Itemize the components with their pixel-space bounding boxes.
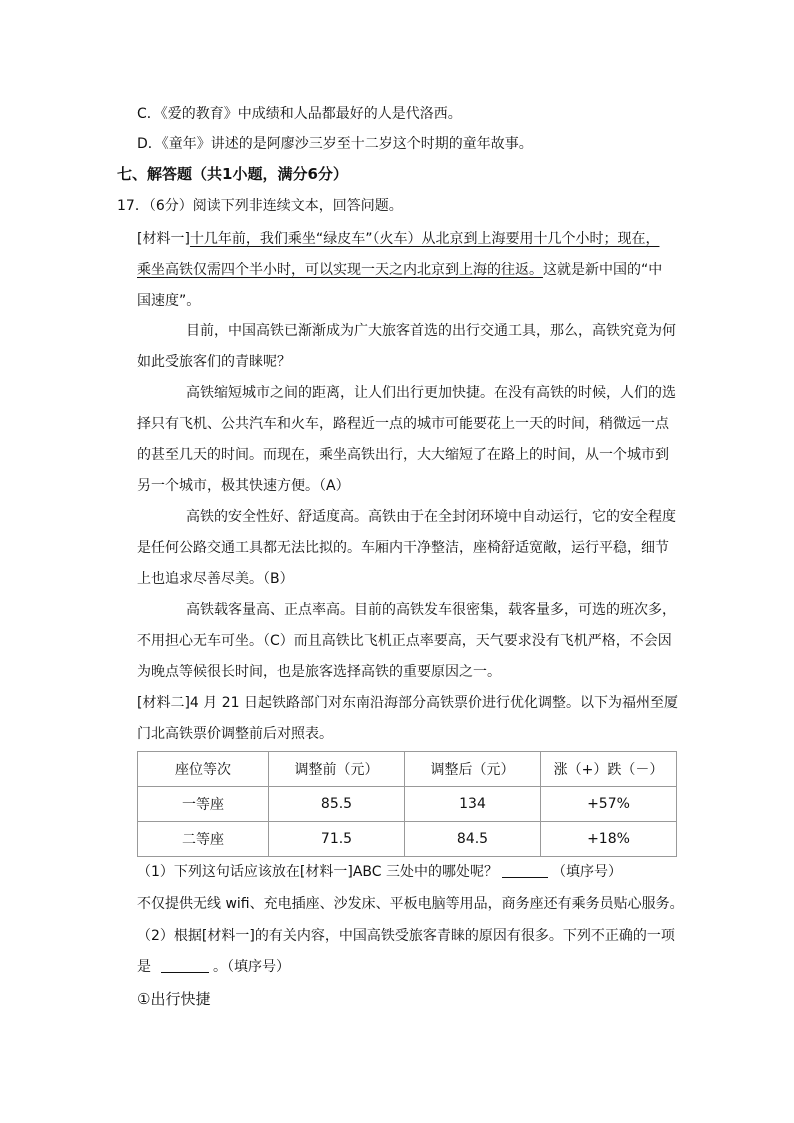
fare-comparison-table [137,751,677,857]
material1-third-line: 国速度”。 [137,293,201,309]
material1-underlined-line-2: 乘坐高铁仅需四个半小时，可以实现一天之内北京到上海的往返。 [137,262,543,278]
table-cell: +18% [541,822,677,857]
subquestion-1-sentence: 不仅提供无线 wifi、充电插座、沙发床、平板电脑等用品，商务座还有乘务员贴心服务。 [137,896,684,912]
subquestion-2-prefix: 是 [137,959,151,975]
table-row [138,822,677,857]
subquestion-2-instruction: 。（填序号） [213,959,290,975]
answer-blank-2[interactable] [161,958,209,973]
paragraph-line: 目前，中国高铁已渐渐成为广大旅客首选的出行交通工具，那么，高铁究竟为何 [186,323,676,339]
table-header-cell: 座位等次 [138,752,269,787]
question-stem: 17．（6分）阅读下列非连续文本，回答问题。 [117,198,403,214]
material1-first-line [137,229,659,249]
table-cell: 84.5 [405,822,541,857]
paragraph-line: 高铁载客量高、正点率高。目前的高铁发车很密集，载客量多，可选的班次多， [186,602,676,618]
paragraph-line: 不用担心无车可坐。（C）而且高铁比飞机正点率要高，天气要求没有飞机严格，不会因 [137,633,672,649]
material1-line-2-tail: 这就是新中国的“中 [543,262,663,278]
material1-underlined-line-1: 十几年前，我们乘坐“绿皮车”（火车）从北京到上海要用十几个小时；现在， [189,231,660,247]
table-header-cell: 调整后（元） [405,752,541,787]
table-cell: +57% [541,787,677,822]
paragraph-line: 如此受旅客们的青睐呢？ [137,354,291,370]
paragraph-line: 高铁缩短城市之间的距离，让人们出行更加快捷。在没有高铁的时候，人们的选 [186,385,676,401]
paragraph-line: 另一个城市，极其快速方便。（A） [137,478,350,494]
material1-second-line [137,260,662,280]
table-cell: 134 [405,787,541,822]
option-c: C．《爱的教育》中成绩和人品都最好的人是代洛西。 [137,106,462,122]
material2-line: 门北高铁票价调整前后对照表。 [137,726,333,742]
answer-blank-1[interactable] [502,863,548,878]
table-cell: 二等座 [138,822,269,857]
choice-1: ①出行快捷 [137,990,211,1008]
table-header-row [138,752,677,787]
table-cell: 一等座 [138,787,269,822]
material1-tag: [材料一] [137,231,190,247]
section-heading: 七、解答题（共1小题，满分6分） [117,165,348,183]
subquestion-1-text: （1）下列这句话应该放在[材料一]ABC 三处中的哪处呢？ [137,864,498,880]
paragraph-line: 高铁的安全性好、舒适度高。高铁由于在全封闭环境中自动运行，它的安全程度 [186,509,676,525]
option-d: D．《童年》讲述的是阿廖沙三岁至十二岁这个时期的童年故事。 [137,136,533,152]
subquestion-2-answer-line [137,957,290,977]
paragraph-line: 是任何公路交通工具都无法比拟的。车厢内干净整洁，座椅舒适宽敞，运行平稳，细节 [137,540,669,556]
paragraph-line: 择只有飞机、公共汽车和火车，路程近一点的城市可能要花上一天的时间，稍微远一点 [137,416,669,432]
paragraph-line: 上也追求尽善尽美。（B） [137,571,294,587]
subquestion-1-instruction: （填序号） [552,864,622,880]
table-header-cell: 调整前（元） [269,752,405,787]
table-header-cell: 涨（+）跌（－） [541,752,677,787]
subquestion-2: （2）根据[材料一]的有关内容，中国高铁受旅客青睐的原因有很多。下列不正确的一项 [137,928,675,944]
material2-line: [材料二]4 月 21 日起铁路部门对东南沿海部分高铁票价进行优化调整。以下为福州至厦 [137,695,678,711]
paragraph-line: 的甚至几天的时间。而现在，乘坐高铁出行，大大缩短了在路上的时间，从一个城市到 [137,447,669,463]
table-cell: 85.5 [269,787,405,822]
subquestion-1 [137,862,622,882]
table-row [138,787,677,822]
paragraph-line: 为晚点等候很长时间，也是旅客选择高铁的重要原因之一。 [137,664,501,680]
table-cell: 71.5 [269,822,405,857]
